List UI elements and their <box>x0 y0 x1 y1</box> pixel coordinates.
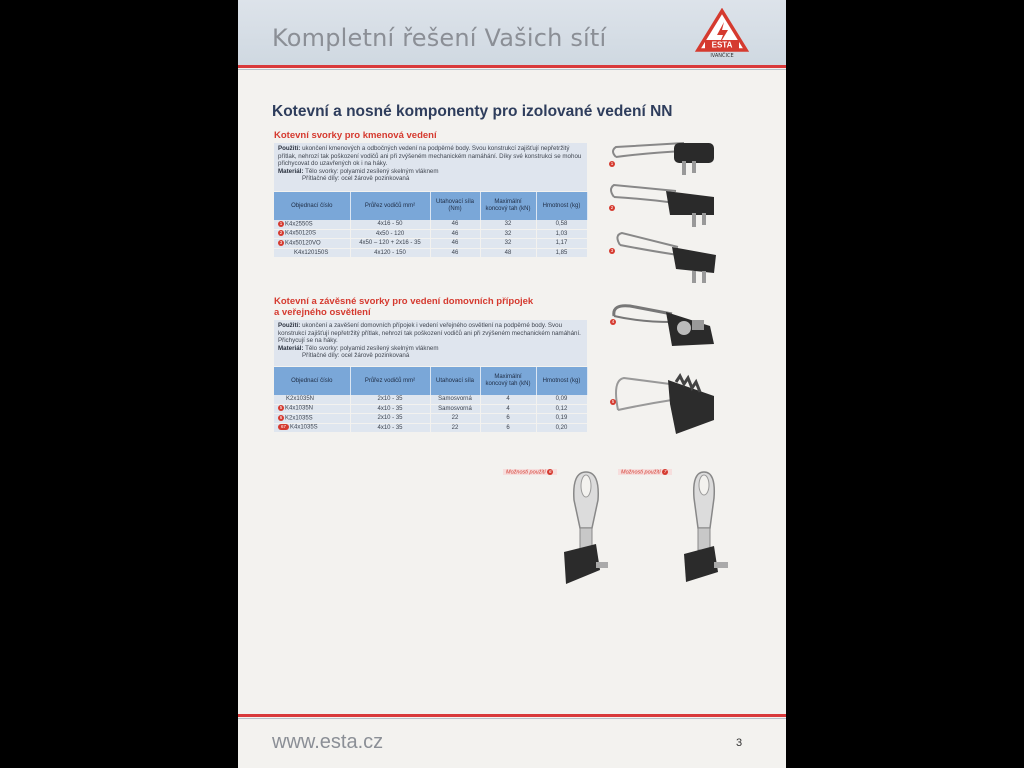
page-header-title: Kompletní řešení Vašich sítí <box>272 24 607 52</box>
marker-badge: 67 <box>278 424 289 430</box>
suspension-clamp-images <box>610 300 725 440</box>
cell: Samosvorná <box>430 404 480 414</box>
table-row <box>274 423 587 433</box>
table-row <box>274 239 587 249</box>
marker-badge: 3 <box>279 239 283 245</box>
cell: 4 <box>480 404 536 414</box>
cell: 4x10 - 35 <box>350 404 430 414</box>
cell: 46 <box>430 220 480 229</box>
cell: 1,85 <box>536 248 587 258</box>
code-cell: 2 K4x50120S <box>274 229 350 239</box>
usage-caption-1: Možnosti použití 6 <box>503 469 557 475</box>
logo-text: ESTA <box>711 40 733 50</box>
footer-divider <box>238 714 786 717</box>
cell: 0,09 <box>536 395 587 404</box>
column-header: Utahovací síla <box>430 367 480 395</box>
cell: 2x10 - 35 <box>350 395 430 404</box>
logo-subtitle: IVANČICE <box>710 53 734 59</box>
table-row <box>274 414 587 424</box>
cell: 4x50 - 120 <box>350 229 430 239</box>
logo-triangle-icon <box>693 8 751 54</box>
section2-usage-label: Použití: <box>278 322 301 329</box>
cell: 32 <box>480 220 536 229</box>
cell: 1,17 <box>536 239 587 249</box>
section1-description <box>274 143 587 191</box>
page-number: 3 <box>736 737 743 749</box>
cell: 6 <box>480 423 536 433</box>
code-cell: K4x120150S <box>274 248 350 258</box>
cell: 1,03 <box>536 229 587 239</box>
cell: 6 <box>480 414 536 424</box>
suspension-clamp-5-icon <box>616 376 714 434</box>
cell: 4x10 - 35 <box>350 423 430 433</box>
section1-material-line1: Tělo svorky: polyamid zesílený skelným vláknem <box>305 167 439 175</box>
cell: 4x50 – 120 + 2x16 - 35 <box>350 239 430 249</box>
table-row <box>274 404 587 414</box>
header-band <box>238 0 786 66</box>
product-marker-2: 2 <box>610 205 614 210</box>
cell: 32 <box>480 239 536 249</box>
column-header: Objednací číslo <box>274 367 350 395</box>
code-cell: 6 K2x1035S <box>274 414 350 424</box>
cell: 32 <box>480 229 536 239</box>
cell: 0,20 <box>536 423 587 433</box>
catalog-page <box>238 0 786 768</box>
cell: 46 <box>430 248 480 258</box>
column-header: Hmotnost (kg) <box>536 192 587 220</box>
marker-badge: 1 <box>279 220 283 226</box>
table-row <box>274 248 587 258</box>
cell: 0,12 <box>536 404 587 414</box>
anchor-clamp-images <box>606 135 721 290</box>
cell: Samosvorná <box>430 395 480 404</box>
usage-caption-2: Možnosti použití 7 <box>618 469 672 475</box>
table-row <box>274 229 587 239</box>
product-marker-4: 4 <box>611 319 615 324</box>
cell: 48 <box>480 248 536 258</box>
marker-badge: 6 <box>279 414 283 420</box>
column-header: Průřez vodičů mm² <box>350 192 430 220</box>
section2-material-label: Materiál: <box>278 344 304 352</box>
table-header-row <box>274 192 587 220</box>
code-cell: 5 K4x1035N <box>274 404 350 414</box>
section1-spec-table <box>274 192 588 258</box>
product-marker-1: 1 <box>610 161 614 166</box>
section1-usage-text: ukončení kmenových a odbočných vedení na podpěrné body. Svou konstrukcí zajišťují nepřetržitý přítlak, nehrozí tak poškození vodičů ani při zvýšeném mechanickém namáhání. Díky své konstrukci se mohou přichycovat do uzavřených ok i na háky. <box>278 145 582 168</box>
table-row <box>274 395 587 404</box>
section2-usage-text: ukončení a zavěšení domovních přípojek i vedení veřejného osvětlení na podpěrné body. Svou konstrukcí zajišťují nepřetržitý přítlak, nehrozí tak poškození vodičů ani při zvýšeném mechanickém namáhání. Přichycují se na háky. <box>278 322 581 345</box>
cell: 0,58 <box>536 220 587 229</box>
footer-divider-thin <box>238 718 786 719</box>
column-header: Utahovací síla (Nm) <box>430 192 480 220</box>
header-divider <box>238 65 786 68</box>
section2-description <box>274 320 587 366</box>
column-header: Maximální koncový tah (kN) <box>480 192 536 220</box>
anchor-clamp-1-icon <box>613 143 714 175</box>
code-cell: 1 K4x2550S <box>274 220 350 229</box>
column-header: Objednací číslo <box>274 192 350 220</box>
main-heading: Kotevní a nosné komponenty pro izolované vedení NN <box>272 103 673 120</box>
usage-example-2-icon <box>678 470 738 590</box>
section2-material-line2: Přítlačné díly: ocel žárově pozinkovaná <box>302 352 410 360</box>
code-cell: 3 K4x50120VO <box>274 239 350 249</box>
section2-title <box>274 296 533 318</box>
footer-website-link[interactable]: www.esta.cz <box>272 731 384 753</box>
section1-title: Kotevní svorky pro kmenová vedení <box>274 130 437 141</box>
header-divider-thin <box>238 69 786 70</box>
usage-example-1-icon <box>556 470 616 590</box>
cell: 46 <box>430 229 480 239</box>
cell: 22 <box>430 414 480 424</box>
anchor-clamp-2-icon <box>611 185 714 227</box>
cell: 22 <box>430 423 480 433</box>
anchor-clamp-3-icon <box>617 233 716 283</box>
section1-usage-label: Použití: <box>278 145 301 152</box>
cell: 0,19 <box>536 414 587 424</box>
product-marker-3: 3 <box>610 248 614 253</box>
section1-material-line2: Přítlačné díly: ocel žárově pozinkovaná <box>302 175 410 183</box>
cell: 4x16 - 50 <box>350 220 430 229</box>
column-header: Průřez vodičů mm² <box>350 367 430 395</box>
table-header-row <box>274 367 587 395</box>
esta-logo <box>693 8 751 64</box>
section2-material-line1: Tělo svorky: polyamid zesílený skelným vláknem <box>305 344 439 352</box>
cell: 4x120 - 150 <box>350 248 430 258</box>
cell: 46 <box>430 239 480 249</box>
cell: 4 <box>480 395 536 404</box>
code-cell: K2x1035N <box>274 395 350 404</box>
section2-title-line2: a veřejného osvětlení <box>274 307 371 318</box>
section2-title-line1: Kotevní a závěsné svorky pro vedení domovních přípojek <box>274 296 534 307</box>
section2-spec-table <box>274 367 588 433</box>
anchor-clamp-4-icon <box>614 306 714 346</box>
cell: 2x10 - 35 <box>350 414 430 424</box>
code-cell: 67 K4x1035S <box>274 423 350 433</box>
column-header: Hmotnost (kg) <box>536 367 587 395</box>
product-marker-5: 5 <box>611 399 615 404</box>
column-header: Maximální koncový tah (kN) <box>480 367 536 395</box>
marker-badge: 2 <box>279 230 283 236</box>
section1-material-label: Materiál: <box>278 167 304 175</box>
marker-badge: 5 <box>279 405 283 411</box>
table-row <box>274 220 587 229</box>
